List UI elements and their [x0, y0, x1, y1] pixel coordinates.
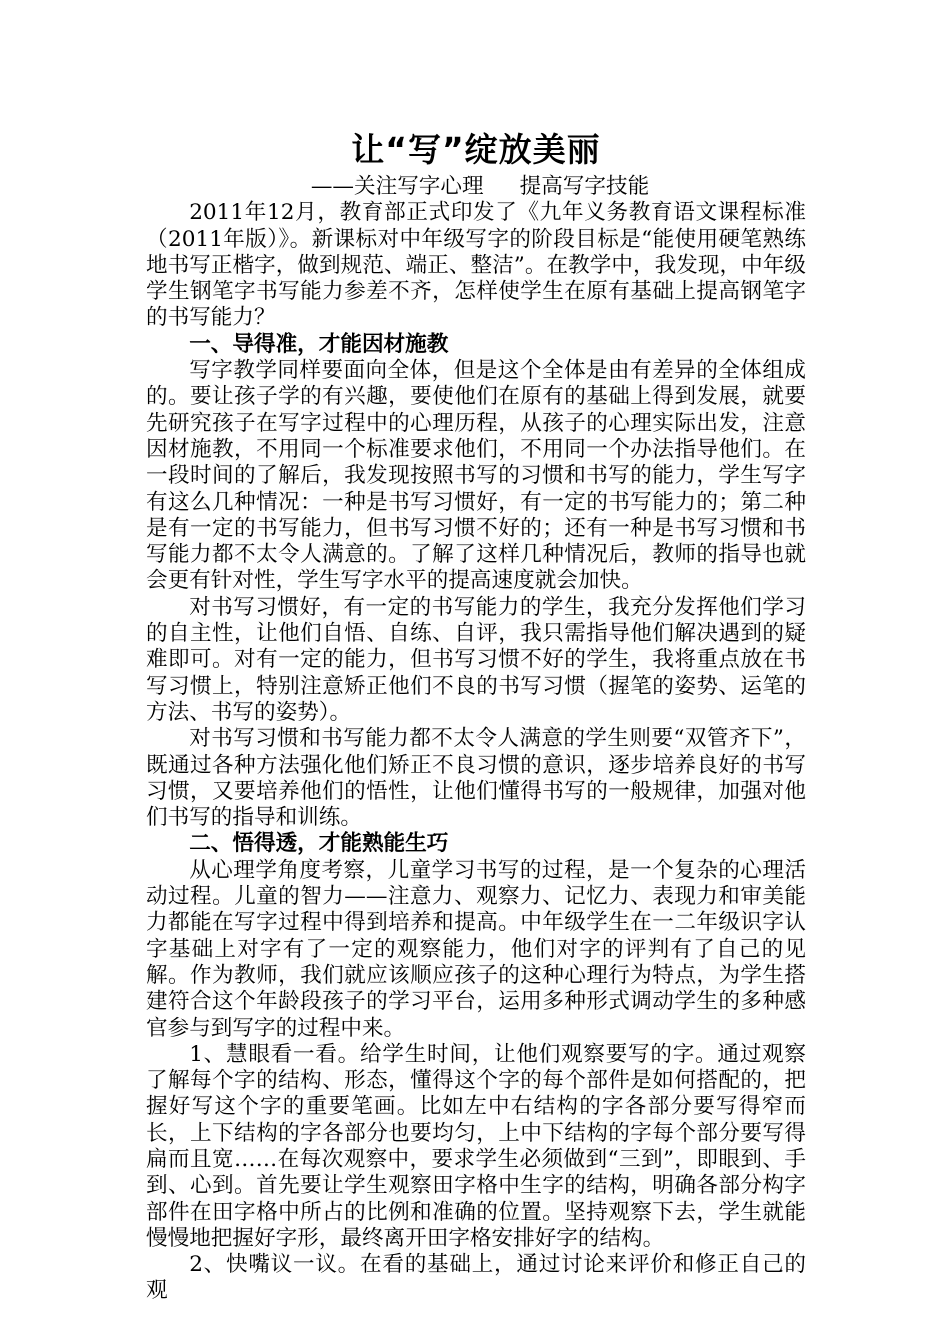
section-2-paragraph-2: 1、慧眼看一看。给学生时间，让他们观察要写的字。通过观察了解每个字的结构、形态，懂得这个字的每个部件是如何搭配的，把握好写这个字的重要笔画。比如左中右结构的字各部分要写得窄而长，上下结构的字各部分也要均匀，上中下结构的字每个部分要写得扁而且宽……在每次观察中，要求学生必须做到“三到”，即眼到、手到、心到。首先要让学生观察田字格中生字的结构，明确各部分构字部件在田字格中所占的比例和准确的位置。坚持观察下去，学生就能慢慢地把握好字形，最终离开田字格安排好字的结构。	[146, 1041, 806, 1251]
document-subtitle	[146, 174, 806, 200]
intro-paragraph: 2011年12月，教育部正式印发了《九年义务教育语文课程标准（2011年版）》。新课标对中年级写字的阶段目标是“能使用硬笔熟练地书写正楷字，做到规范、端正、整洁”。在教学中，我发现，中年级学生钢笔字书写能力参差不齐，怎样使学生在原有基础上提高钢笔字的书写能力？	[146, 200, 806, 331]
section-2-heading: 二、悟得透，才能熟能生巧	[189, 831, 449, 857]
section-2-paragraph-3: 2、快嘴议一议。在看的基础上，通过讨论来评价和修正自己的观	[146, 1252, 806, 1304]
section-1-heading: 一、导得准，才能因材施教	[189, 331, 449, 357]
section-1-paragraph-2: 对书写习惯好，有一定的书写能力的学生，我充分发挥他们学习的自主性，让他们自悟、自练、自评，我只需指导他们解决遇到的疑难即可。对有一定的能力，但书写习惯不好的学生，我将重点放在书写习惯上，特别注意矫正他们不良的书写习惯（握笔的姿势、运笔的方法、书写的姿势）。	[146, 594, 806, 725]
section-1-paragraph-3: 对书写习惯和书写能力都不太令人满意的学生则要“双管齐下”，既通过各种方法强化他们矫正不良习惯的意识，逐步培养良好的书写习惯，又要培养他们的悟性，让他们懂得书写的一般规律，加强对他们书写的指导和训练。	[146, 726, 806, 831]
document-title: 让“写”绽放美丽	[351, 130, 601, 169]
section-1-paragraph-1: 写字教学同样要面向全体，但是这个全体是由有差异的全体组成的。要让孩子学的有兴趣，要使他们在原有的基础上得到发展，就要先研究孩子在写字过程中的心理历程，从孩子的心理实际出发，注意因材施教，不用同一个标准要求他们，不用同一个办法指导他们。在一段时间的了解后，我发现按照书写的习惯和书写的能力，学生写字有这么几种情况：一种是书写习惯好，有一定的书写能力的；第二种是有一定的书写能力，但书写习惯不好的；还有一种是书写习惯和书写能力都不太令人满意的。了解了这样几种情况后，教师的指导也就会更有针对性，学生写字水平的提高速度就会加快。	[146, 358, 806, 594]
document-page	[146, 126, 806, 1305]
subtitle-part-1: ——关注写字心理	[310, 174, 484, 199]
section-2-paragraph-1: 从心理学角度考察，儿童学习书写的过程，是一个复杂的心理活动过程。儿童的智力——注意力、观察力、记忆力、表现力和审美能力都能在写字过程中得到培养和提高。中年级学生在一二年级识字认字基础上对字有了一定的观察能力，他们对字的评判有了自己的见解。作为教师，我们就应该顺应孩子的这种心理行为特点，为学生搭建符合这个年龄段孩子的学习平台，运用多种形式调动学生的多种感官参与到写字的过程中来。	[146, 857, 806, 1041]
subtitle-part-2: 提高写字技能	[519, 174, 650, 199]
